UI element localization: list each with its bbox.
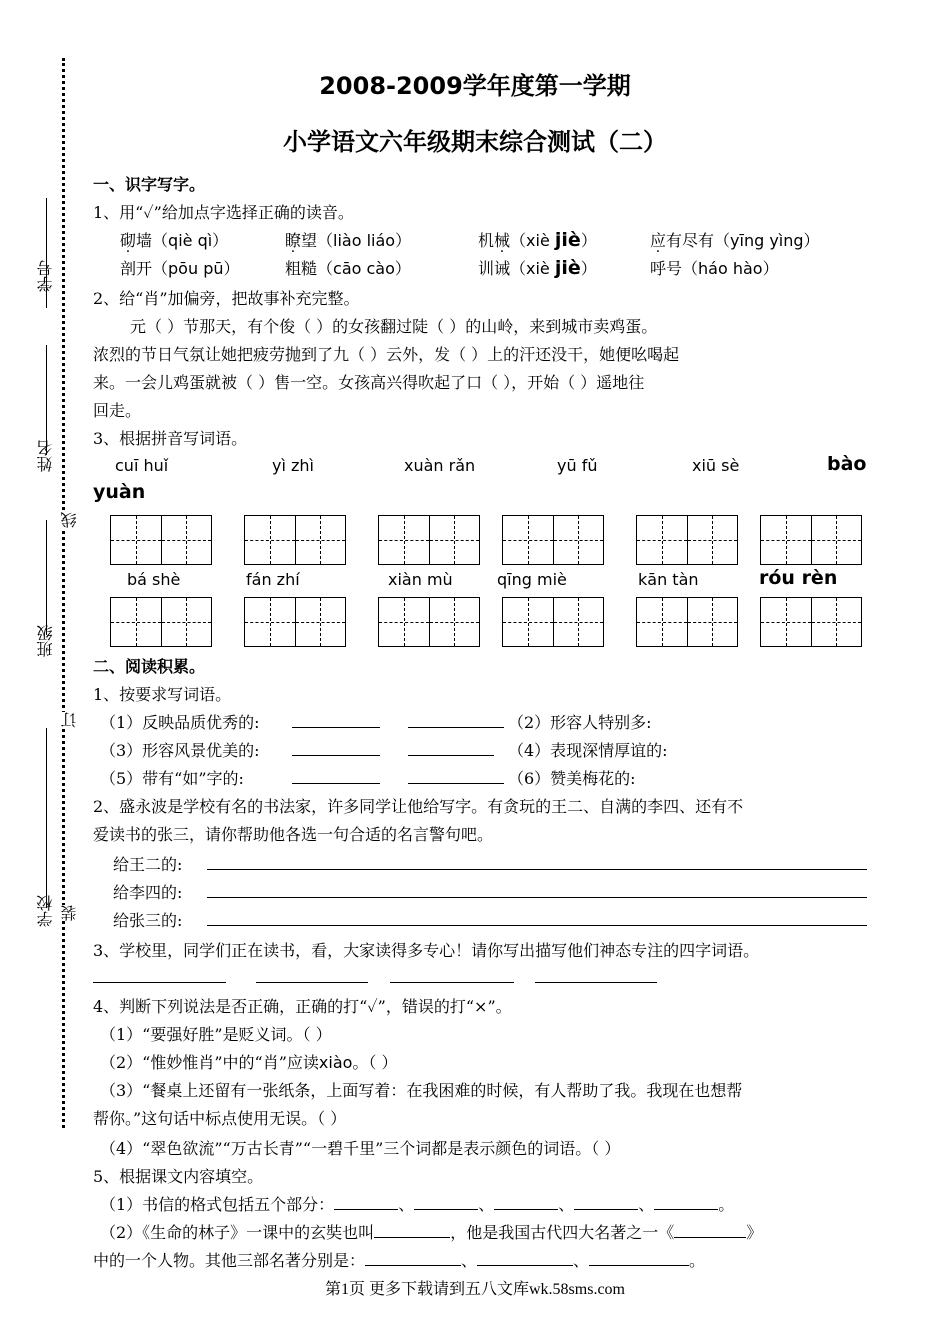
- margin-xingming-label: 姓名: [36, 440, 55, 472]
- s2-q1-item3: （3）形容风景优美的:: [100, 741, 260, 760]
- margin-xingming-blank: [46, 345, 47, 455]
- s2-q1-item6: （6）赞美梅花的:: [508, 769, 636, 788]
- pinyin-rouren: róu rèn: [759, 567, 838, 589]
- writing-box[interactable]: [760, 515, 862, 565]
- writing-box[interactable]: [244, 515, 346, 565]
- margin-ding-label: 订: [60, 712, 79, 728]
- s2-q2-line1: 2、盛永波是学校有名的书法家，许多同学让他给写字。有贪玩的王二、自满的李四、还有不: [93, 797, 744, 816]
- margin-xuexiao-label: 学校: [36, 895, 55, 927]
- margin-xuehao-blank: [46, 198, 47, 308]
- answer-blank[interactable]: [390, 982, 514, 983]
- pinyin-cuihui: cuī huǐ: [115, 456, 169, 475]
- pinyin-bao: bào: [827, 453, 867, 475]
- q1-prompt: 1、用“✓”给加点字选择正确的读音。: [93, 203, 354, 222]
- pinyin-fanzhi: fán zhí: [246, 570, 300, 589]
- s2-q2-line2: 爱读书的张三，请你帮助他各选一句合适的名言警句吧。: [93, 825, 494, 844]
- writing-box[interactable]: [502, 597, 604, 647]
- s2-q4-item2: （2）“惟妙惟肖”中的“肖”应读xiào。（ ）: [100, 1053, 398, 1072]
- section2-heading: 二、阅读积累。: [93, 657, 206, 676]
- q1-item-yingyoujinyou: 应有尽有（yīng yìng）: [650, 231, 820, 250]
- answer-line[interactable]: [207, 869, 867, 870]
- answer-blank[interactable]: [408, 755, 494, 756]
- answer-blank[interactable]: [292, 755, 380, 756]
- s2-q5-prompt: 5、根据课文内容填空。: [93, 1167, 264, 1186]
- s2-q2-to-zhang: 给张三的:: [113, 911, 183, 930]
- margin-xuehao-label: 学号: [36, 260, 55, 292]
- s2-q1-item5: （5）带有“如”字的:: [100, 769, 244, 788]
- pinyin-qingmie: qīng miè: [497, 570, 567, 589]
- q1-item-cucao: 粗糙（cāo cào）: [285, 259, 411, 278]
- answer-blank[interactable]: [93, 982, 226, 983]
- q2-line2: 浓烈的节日气氛让她把疲劳抛到了九（ ）云外，发（ ）上的汗还没干，她便吆喝起: [93, 345, 680, 364]
- writing-box[interactable]: [760, 597, 862, 647]
- q1-item-huhao: 呼号（háo hào）: [650, 259, 779, 278]
- q1-item-jixie: 机械（xiè jiè）: [478, 229, 597, 251]
- pinyin-yufu: yū fǔ: [557, 456, 598, 475]
- writing-box[interactable]: [110, 515, 212, 565]
- margin-xuexiao-blank: [46, 728, 47, 908]
- answer-blank[interactable]: [256, 982, 368, 983]
- s2-q2-to-wang: 给王二的:: [113, 855, 183, 874]
- answer-blank[interactable]: [292, 727, 380, 728]
- pinyin-yuan: yuàn: [93, 481, 146, 503]
- writing-box[interactable]: [378, 597, 480, 647]
- s2-q2-to-li: 给李四的:: [113, 883, 183, 902]
- answer-blank[interactable]: [292, 783, 380, 784]
- pinyin-xuanran: xuàn rǎn: [404, 456, 476, 475]
- answer-line[interactable]: [207, 897, 867, 898]
- s2-q1-item2: （2）形容人特别多:: [508, 713, 652, 732]
- s2-q4-item3b: 帮你。”这句话中标点使用无误。（ ）: [93, 1109, 347, 1128]
- q2-line3: 来。一会儿鸡蛋就被（ ）售一空。女孩高兴得吹起了口（ ），开始（ ）遥地往: [93, 373, 645, 392]
- q1-item-qiqiang: 砌墙（qiè qì）: [120, 231, 229, 250]
- q3-prompt: 3、根据拼音写词语。: [93, 429, 248, 448]
- answer-line[interactable]: [207, 925, 867, 926]
- s2-q4-prompt: 4、判断下列说法是否正确，正确的打“✓”，错误的打“×”。: [93, 997, 512, 1016]
- q2-prompt: 2、给“肖”加偏旁，把故事补充完整。: [93, 289, 360, 308]
- page-footer: 第1页 更多下载请到五八文库wk.58sms.com: [324, 1281, 625, 1298]
- writing-box[interactable]: [110, 597, 212, 647]
- pinyin-kantan: kān tàn: [638, 570, 699, 589]
- q1-item-poukai: 剖开（pōu pū）: [120, 259, 240, 278]
- title-line1: 2008-2009学年度第一学期: [319, 72, 631, 100]
- q1-item-xunjie: 训诫（xiè jiè）: [478, 257, 597, 279]
- margin-banji-label: 班级: [36, 625, 55, 657]
- margin-zhuang-label: 装: [60, 905, 79, 921]
- answer-blank[interactable]: [408, 727, 504, 728]
- margin-xian-label: 线: [60, 512, 79, 528]
- s2-q4-item3a: （3）“餐桌上还留有一张纸条，上面写着：在我困难的时候，有人帮助了我。我现在也想帮: [100, 1081, 743, 1100]
- pinyin-xiuse: xiū sè: [692, 456, 740, 475]
- s2-q5-item2: （2）《生命的林子》一课中的玄奘也叫 ，他是我国古代四大名著之一《 》: [100, 1223, 763, 1242]
- writing-box[interactable]: [244, 597, 346, 647]
- pinyin-xianmu: xiàn mù: [388, 570, 453, 589]
- s2-q1-item4: （4）表现深情厚谊的:: [508, 741, 668, 760]
- writing-box[interactable]: [502, 515, 604, 565]
- s2-q5-item2-line2: 中的一个人物。其他三部名著分别是： 、 、 。: [93, 1251, 706, 1270]
- writing-box[interactable]: [636, 515, 738, 565]
- q1-item-liaowang: 瞭望（liào liáo）: [285, 231, 412, 250]
- s2-q1-item1: （1）反映品质优秀的:: [100, 713, 260, 732]
- s2-q4-item4: （4）“翠色欲流”“万古长青”“一碧千里”三个词都是表示颜色的词语。（ ）: [100, 1139, 621, 1158]
- s2-q1-prompt: 1、按要求写词语。: [93, 685, 232, 704]
- writing-box[interactable]: [378, 515, 480, 565]
- grid-row-1: [0, 515, 950, 565]
- writing-box[interactable]: [636, 597, 738, 647]
- title-line2: 小学语文六年级期末综合测试（二）: [283, 128, 667, 156]
- q2-line1: 元（ ）节那天，有个俊（ ）的女孩翻过陡（ ）的山岭，来到城市卖鸡蛋。: [130, 317, 658, 336]
- grid-row-2: [0, 597, 950, 647]
- answer-blank[interactable]: [408, 783, 504, 784]
- s2-q3-line1: 3、学校里，同学们正在读书，看，大家读得多专心！请你写出描写他们神态专注的四字词语。: [93, 941, 760, 960]
- s2-q4-item1: （1）“要强好胜”是贬义词。（ ）: [100, 1025, 332, 1044]
- pinyin-yizhi: yì zhì: [272, 456, 314, 475]
- s2-q5-item1: （1）书信的格式包括五个部分： 、 、 、 、 。: [100, 1195, 735, 1214]
- section1-heading: 一、识字写字。: [93, 175, 206, 194]
- q2-line4: 回走。: [93, 401, 142, 420]
- binding-line: [62, 58, 65, 1128]
- pinyin-bashe: bá shè: [127, 570, 181, 589]
- answer-blank[interactable]: [535, 982, 657, 983]
